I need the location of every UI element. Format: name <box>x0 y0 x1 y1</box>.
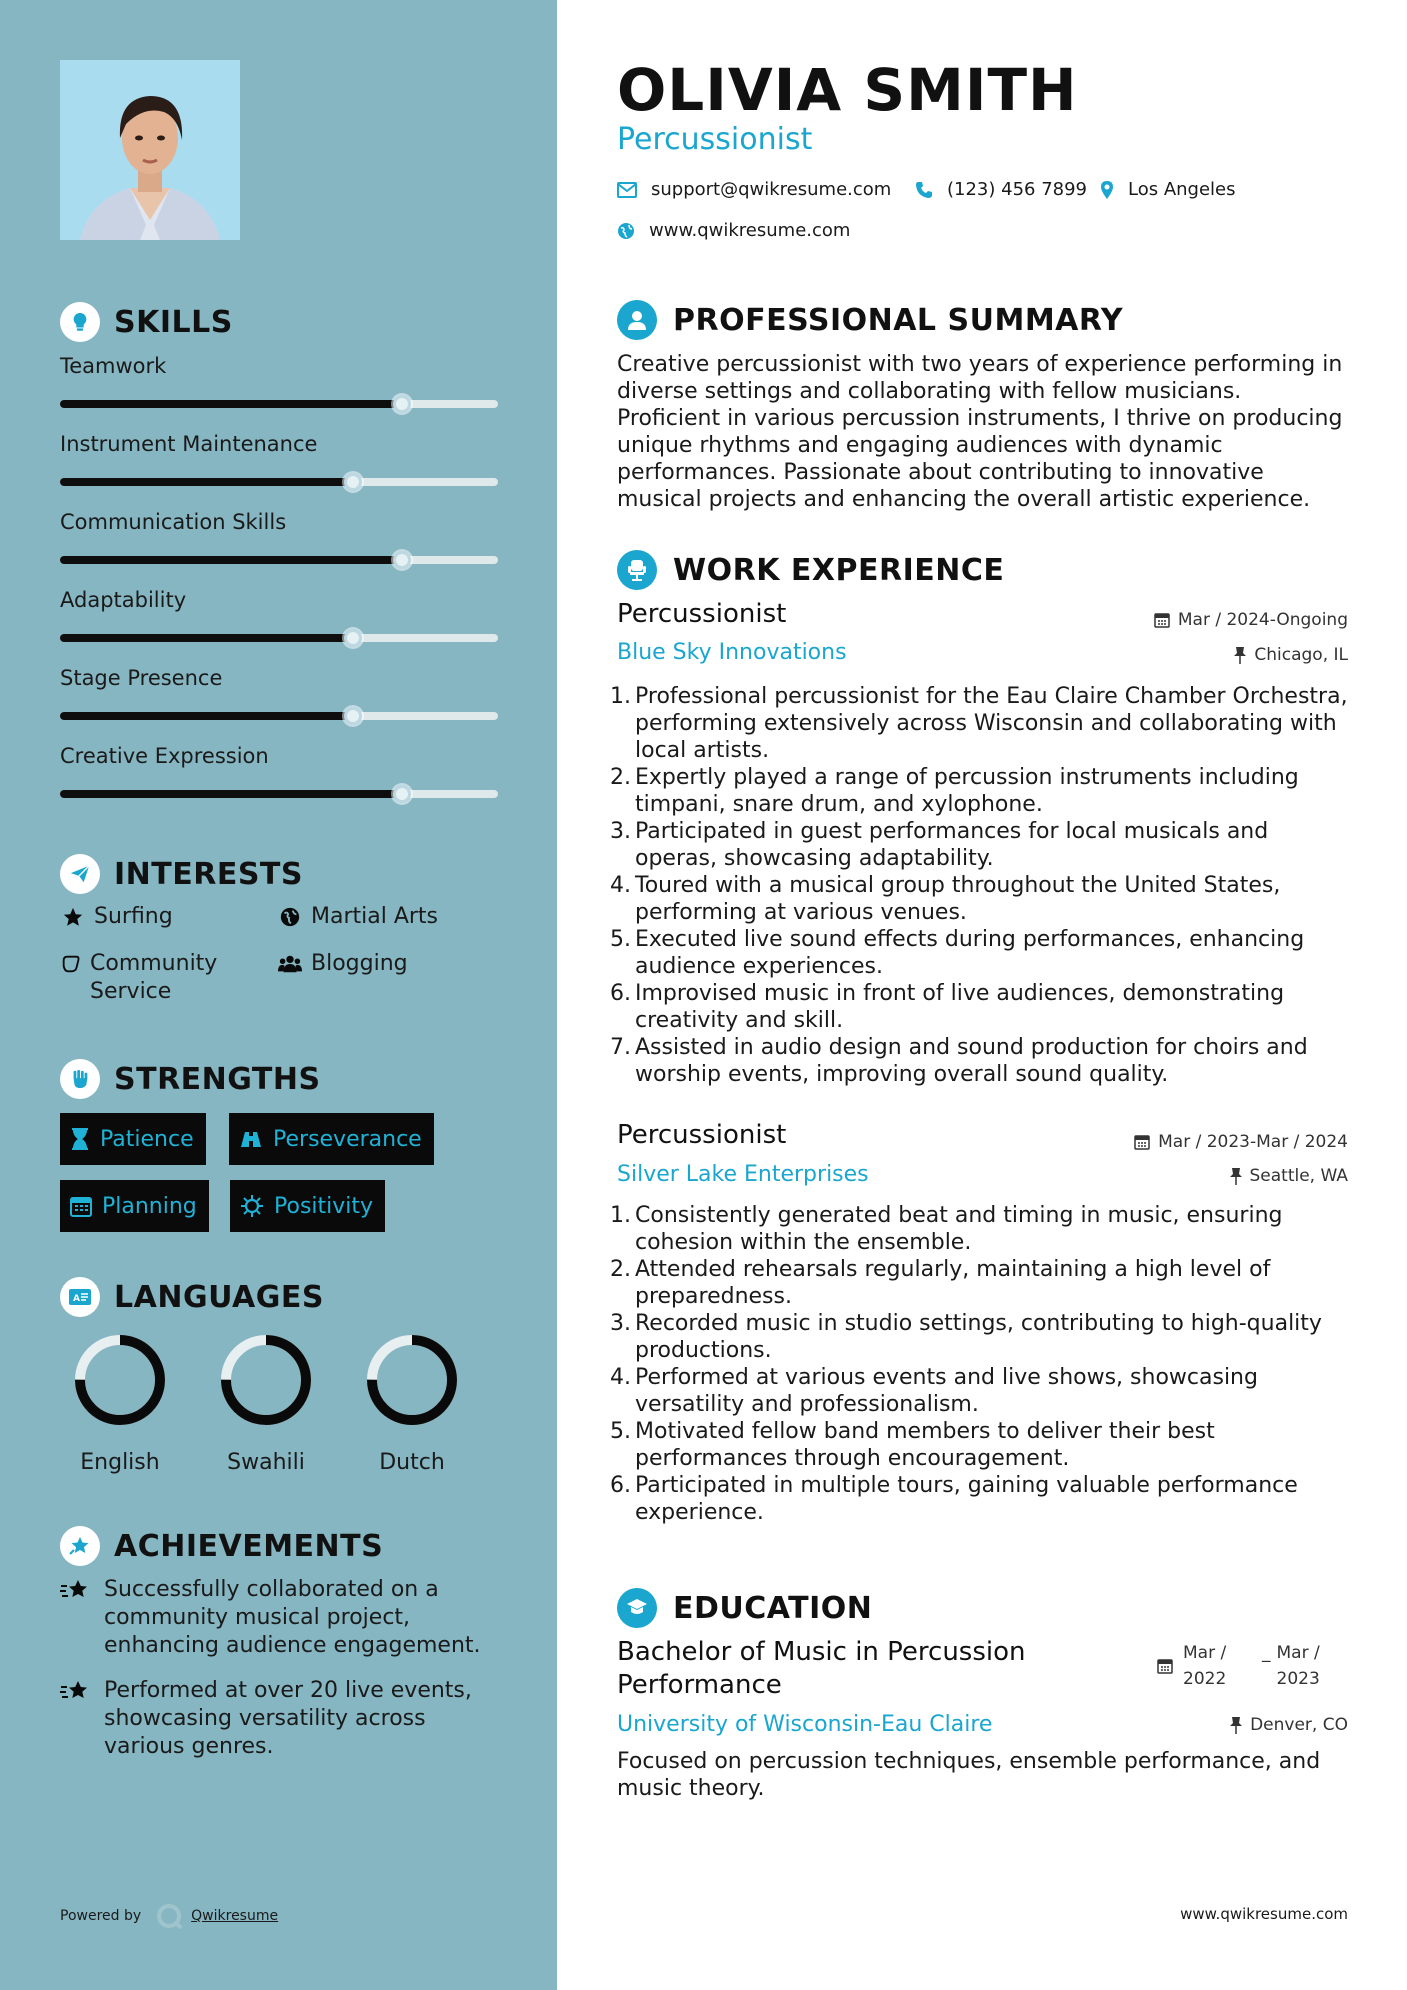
skill-bar <box>60 790 498 798</box>
education-section-title <box>617 1588 872 1628</box>
globe-icon <box>617 222 635 240</box>
envelope-icon <box>617 182 637 198</box>
edu-end-text: Mar / 2023 <box>1276 1643 1320 1689</box>
skill-bar <box>60 712 498 720</box>
job-bullet-text: Attended rehearsals regularly, maintaining a high level of preparedness. <box>635 1257 1271 1309</box>
contact-website[interactable] <box>617 220 850 241</box>
powered-by <box>60 1902 278 1930</box>
pushpin-icon <box>1230 1716 1242 1734</box>
skill-item <box>60 742 498 798</box>
candidate-name: OLIVIA SMITH <box>617 56 1078 124</box>
strengths-heading: STRENGTHS <box>114 1061 321 1097</box>
job-bullet: 7. Assisted in audio design and sound production for choirs and worship events, improving overall sound quality. <box>608 1034 1348 1088</box>
job-title: Percussionist <box>617 599 787 629</box>
strength-label: Patience <box>100 1126 194 1152</box>
job-location-text: Seattle, WA <box>1249 1166 1348 1186</box>
experience-section-title <box>617 550 1004 590</box>
summary-section-title <box>617 300 1123 340</box>
lightbulb-icon <box>60 302 100 342</box>
strength-tag <box>60 1180 209 1232</box>
language-card-icon <box>60 1277 100 1317</box>
contact-location <box>1100 179 1236 200</box>
job-date <box>1134 1132 1348 1152</box>
pushpin-icon <box>1234 646 1246 664</box>
skill-bar <box>60 400 498 408</box>
job-date <box>1154 610 1348 630</box>
language-label: English <box>80 1450 160 1475</box>
job-bullet-text: Professional percussionist for the Eau Claire Chamber Orchestra, performing extensively across Wisconsin and collaborating with local artists. <box>635 684 1348 763</box>
skill-bar-knob <box>393 785 411 803</box>
skill-bar-fill <box>60 790 402 798</box>
job-bullet: 2. Attended rehearsals regularly, maintaining a high level of preparedness. <box>608 1256 1348 1310</box>
job-bullet: 5. Motivated fellow band members to deliver their best performances through encouragement. <box>608 1418 1348 1472</box>
location-text: Los Angeles <box>1128 179 1236 200</box>
interests-heading: INTERESTS <box>114 856 303 892</box>
strength-label: Perseverance <box>273 1126 422 1152</box>
qwikresume-logo-icon <box>155 1902 183 1930</box>
job-bullet-text: Assisted in audio design and sound production for choirs and worship events, improving overall sound quality. <box>635 1035 1308 1087</box>
sidebar <box>0 0 557 1990</box>
school-name: University of Wisconsin-Eau Claire <box>617 1712 993 1737</box>
star-icon <box>60 903 86 931</box>
job-bullet: 3. Recorded music in studio settings, contributing to high-quality productions. <box>608 1310 1348 1364</box>
globe-icon <box>277 903 303 931</box>
job-bullet-text: Consistently generated beat and timing in music, ensuring cohesion within the ensemble. <box>635 1203 1283 1255</box>
skill-item <box>60 664 498 720</box>
skill-item <box>60 352 498 408</box>
calendar-icon <box>1157 1658 1173 1674</box>
job-bullet: 5. Executed live sound effects during performances, enhancing audience experiences. <box>608 926 1348 980</box>
achievement-text: Performed at over 20 live events, showcasing versatility across various genres. <box>104 1678 472 1759</box>
skill-label: Stage Presence <box>60 666 223 690</box>
calendar-icon <box>70 1195 92 1217</box>
users-icon <box>277 950 303 978</box>
skill-bar-knob <box>344 473 362 491</box>
hourglass-icon <box>70 1128 90 1150</box>
contact-phone[interactable] <box>915 179 1087 200</box>
skill-bar <box>60 556 498 564</box>
profile-photo <box>60 60 240 240</box>
job-bullet: 1. Professional percussionist for the Eau Claire Chamber Orchestra, performing extensively across Wisconsin and collaborating with local artists. <box>610 684 1348 763</box>
skill-bar-fill <box>60 400 402 408</box>
job-bullet-text: Performed at various events and live shows, showcasing versatility and professionalism. <box>635 1365 1258 1417</box>
job-bullet: 4. Performed at various events and live shows, showcasing versatility and professionalism. <box>608 1364 1348 1418</box>
skill-bar-knob <box>344 629 362 647</box>
skill-item <box>60 586 498 642</box>
interest-item <box>60 903 173 931</box>
edu-date-end: _ Mar / 2023 <box>1262 1640 1327 1692</box>
language-donut <box>72 1332 168 1428</box>
skill-label: Instrument Maintenance <box>60 432 318 456</box>
job-bullet-text: Improvised music in front of live audiences, demonstrating creativity and skill. <box>635 981 1285 1033</box>
footer-website[interactable]: www.qwikresume.com <box>1180 1905 1348 1923</box>
job-bullet: 6. Participated in multiple tours, gaining valuable performance experience. <box>608 1472 1348 1526</box>
job-bullet-text: Expertly played a range of percussion instruments including timpani, snare drum, and xylophone. <box>635 765 1299 817</box>
hand-icon <box>60 950 82 978</box>
edu-start-text: Mar / 2022 <box>1183 1643 1227 1689</box>
job-bullet: 6. Improvised music in front of live audiences, demonstrating creativity and skill. <box>608 980 1348 1034</box>
job-title: Percussionist <box>617 1120 787 1150</box>
skill-bar-fill <box>60 712 353 720</box>
job-location <box>1230 1166 1349 1186</box>
achievements-heading: ACHIEVEMENTS <box>114 1528 384 1564</box>
job-bullet-text: Recorded music in studio settings, contributing to high-quality productions. <box>635 1311 1322 1363</box>
job-bullet-text: Participated in multiple tours, gaining valuable performance experience. <box>635 1473 1298 1525</box>
interest-item <box>60 950 250 1006</box>
skill-item <box>60 430 498 486</box>
interests-section-title <box>60 852 303 896</box>
strength-tag <box>229 1113 434 1165</box>
interest-item <box>277 903 438 931</box>
interest-label: Community Service <box>90 951 218 1004</box>
job-bullets <box>608 683 1348 1088</box>
powered-by-label: Powered by <box>60 1908 142 1924</box>
job-bullet-text: Executed live sound effects during performances, enhancing audience experiences. <box>635 927 1305 979</box>
skill-bar-fill <box>60 634 353 642</box>
language-item <box>352 1332 472 1475</box>
education-description: Focused on percussion techniques, ensemble performance, and music theory. <box>617 1749 1321 1801</box>
contact-email[interactable] <box>617 179 891 200</box>
phone-icon <box>915 181 933 199</box>
language-label: Dutch <box>379 1450 445 1475</box>
job-bullets <box>608 1202 1348 1526</box>
job-company: Blue Sky Innovations <box>617 640 847 665</box>
skill-label: Creative Expression <box>60 744 269 768</box>
job-bullet: 2. Expertly played a range of percussion instruments including timpani, snare drum, and xylophone. <box>608 764 1348 818</box>
interest-label: Surfing <box>94 904 173 929</box>
calendar-icon <box>1154 612 1170 628</box>
skill-bar <box>60 634 498 642</box>
language-item <box>60 1332 180 1475</box>
language-label: Swahili <box>227 1450 305 1475</box>
language-item <box>206 1332 326 1475</box>
strength-label: Positivity <box>274 1193 374 1219</box>
calendar-icon <box>1134 1134 1150 1150</box>
job-bullet-text: Participated in guest performances for local musicals and operas, showcasing adaptability. <box>635 819 1269 871</box>
edu-location <box>1230 1715 1348 1735</box>
job-bullet-text: Toured with a musical group throughout the United States, performing at various venues. <box>635 873 1281 925</box>
fist-icon <box>60 1059 100 1099</box>
svg-text:A: A <box>73 1294 80 1304</box>
skill-bar <box>60 478 498 486</box>
language-donut <box>218 1332 314 1428</box>
skill-label: Adaptability <box>60 588 187 612</box>
interest-label: Blogging <box>311 951 408 976</box>
job-date-text: Mar / 2023-Mar / 2024 <box>1158 1132 1348 1152</box>
shooting-star-icon <box>60 1576 92 1608</box>
job-bullet: 3. Participated in guest performances for local musicals and operas, showcasing adaptability. <box>608 818 1348 872</box>
binoculars-icon <box>239 1129 263 1149</box>
edu-date-start <box>1157 1640 1233 1692</box>
pushpin-icon <box>1230 1167 1242 1185</box>
sun-icon <box>240 1194 264 1218</box>
website-text: www.qwikresume.com <box>649 220 851 241</box>
qwikresume-link[interactable]: Qwikresume <box>191 1908 279 1924</box>
job-company: Silver Lake Enterprises <box>617 1162 869 1187</box>
strength-label: Planning <box>102 1193 197 1219</box>
map-pin-icon <box>1100 180 1114 200</box>
job-location-text: Chicago, IL <box>1254 645 1348 665</box>
job-bullet: 4. Toured with a musical group throughout the United States, performing at various venues. <box>608 872 1348 926</box>
experience-heading: WORK EXPERIENCE <box>673 552 1005 588</box>
graduate-icon <box>617 1588 657 1628</box>
skill-bar-knob <box>344 707 362 725</box>
summary-heading: PROFESSIONAL SUMMARY <box>673 302 1124 338</box>
job-bullet: 1. Consistently generated beat and timing in music, ensuring cohesion within the ensemble. <box>608 1202 1348 1256</box>
candidate-role: Percussionist <box>617 122 813 157</box>
skill-item <box>60 508 498 564</box>
shooting-star-icon <box>60 1677 92 1709</box>
skill-bar-knob <box>393 395 411 413</box>
edu-location-text: Denver, CO <box>1250 1715 1348 1735</box>
summary-text: Creative percussionist with two years of experience performing in diverse settings and collaborating with fellow musicians. Proficient in various percussion instruments, I thrive on producing unique rhythms and engaging audiences with dynamic performances. Passionate about contributing to innovative musical projects and enhancing the overall artistic experience. <box>617 352 1343 512</box>
achievements-section-title <box>60 1524 383 1568</box>
strengths-section-title <box>60 1057 321 1101</box>
skills-section-title <box>60 300 233 344</box>
paper-plane-icon <box>60 854 100 894</box>
job-bullet-text: Motivated fellow band members to deliver their best performances through encouragement. <box>635 1419 1215 1471</box>
languages-section-title <box>60 1275 324 1319</box>
interest-item <box>277 950 408 978</box>
achievement-text: Successfully collaborated on a community musical project, enhancing audience engagement. <box>104 1577 481 1658</box>
strength-tag <box>60 1113 206 1165</box>
user-icon <box>617 300 657 340</box>
job-date-text: Mar / 2024-Ongoing <box>1177 610 1348 630</box>
skill-bar-fill <box>60 478 353 486</box>
star-badge-icon <box>60 1526 100 1566</box>
job-location <box>1234 645 1348 665</box>
skill-label: Teamwork <box>60 354 167 378</box>
skill-label: Communication Skills <box>60 510 287 534</box>
interest-label: Martial Arts <box>311 904 439 929</box>
strength-tag <box>230 1180 385 1232</box>
education-heading: EDUCATION <box>673 1590 873 1626</box>
languages-heading: LANGUAGES <box>114 1279 324 1315</box>
language-donut <box>364 1332 460 1428</box>
office-chair-icon <box>617 550 657 590</box>
phone-text: (123) 456 7899 <box>947 179 1088 200</box>
skill-bar-knob <box>393 551 411 569</box>
achievement-item <box>60 1677 510 1761</box>
degree-title: Bachelor of Music in Percussion Performance <box>617 1637 1026 1700</box>
achievement-item <box>60 1576 510 1660</box>
email-text: support@qwikresume.com <box>651 179 892 200</box>
skill-bar-fill <box>60 556 402 564</box>
skills-heading: SKILLS <box>114 304 233 340</box>
